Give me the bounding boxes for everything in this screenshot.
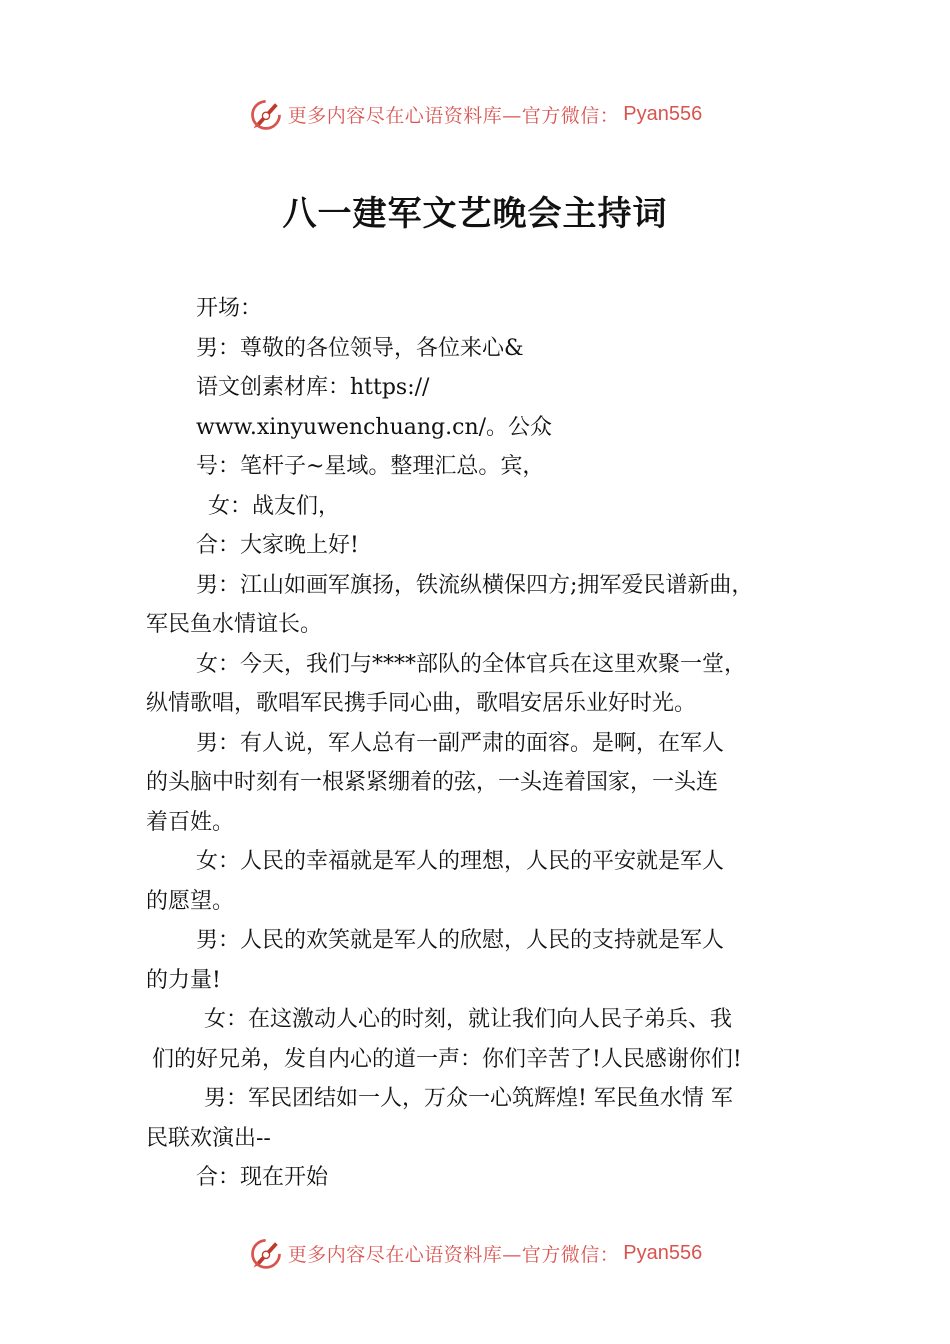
body-line: 男：军民团结如一人，万众一心筑辉煌! 军民鱼水情 军 bbox=[204, 1086, 733, 1111]
footer-watermark bbox=[0, 1233, 950, 1273]
document-body bbox=[146, 289, 816, 1198]
pen-logo-icon bbox=[248, 96, 284, 132]
body-line: 女：战友们， bbox=[208, 493, 341, 519]
body-line: 的力量! bbox=[146, 967, 221, 993]
watermark-text: 更多内容尽在心语资料库—官方微信： bbox=[287, 1243, 620, 1266]
body-line: 民联欢演出-- bbox=[146, 1125, 271, 1151]
pen-logo-icon bbox=[248, 1235, 284, 1271]
header-watermark bbox=[0, 94, 950, 134]
body-line: 合：现在开始 bbox=[196, 1165, 329, 1190]
body-line: 男：尊敬的各位领导，各位来心& bbox=[196, 335, 524, 361]
watermark-wechat-id: Pyan556 bbox=[623, 1241, 703, 1264]
body-line: 的愿望。 bbox=[146, 888, 235, 914]
body-line: 纵情歌唱，歌唱军民携手同心曲，歌唱安居乐业好时光。 bbox=[146, 691, 697, 716]
body-line: 男：江山如画军旗扬，铁流纵横保四方;拥军爱民谱新曲， bbox=[196, 572, 754, 598]
body-line: www.xinyuwenchuang.cn/。公众 bbox=[196, 414, 553, 440]
watermark-wechat-id: Pyan556 bbox=[623, 102, 703, 125]
body-line: 女：今天，我们与****部队的全体官兵在这里欢聚一堂， bbox=[196, 651, 747, 677]
body-line: 男：人民的欢笑就是军人的欣慰，人民的支持就是军人 bbox=[196, 928, 725, 953]
body-line: 语文创素材库：https:// bbox=[196, 375, 430, 400]
watermark-text: 更多内容尽在心语资料库—官方微信： bbox=[287, 104, 620, 127]
body-line: 男：有人说，军人总有一副严肃的面容。是啊，在军人 bbox=[196, 730, 725, 756]
document-title: 八一建军文艺晚会主持词 bbox=[282, 194, 668, 234]
body-line: 着百姓。 bbox=[146, 809, 235, 835]
body-line: 合：大家晚上好! bbox=[196, 533, 359, 558]
body-line: 军民鱼水情谊长。 bbox=[146, 612, 323, 637]
body-line: 号：笔杆子~星域。整理汇总。宾， bbox=[196, 454, 545, 479]
body-line: 开场： bbox=[196, 296, 263, 321]
body-line: 们的好兄弟，发自内心的道一声：你们辛苦了!人民感谢你们! bbox=[152, 1046, 742, 1072]
body-line: 女：人民的幸福就是军人的理想，人民的平安就是军人 bbox=[196, 849, 725, 874]
body-line: 女：在这激动人心的时刻，就让我们向人民子弟兵、我 bbox=[204, 1007, 733, 1032]
body-line: 的头脑中时刻有一根紧紧绷着的弦，一头连着国家，一头连 bbox=[146, 770, 719, 795]
